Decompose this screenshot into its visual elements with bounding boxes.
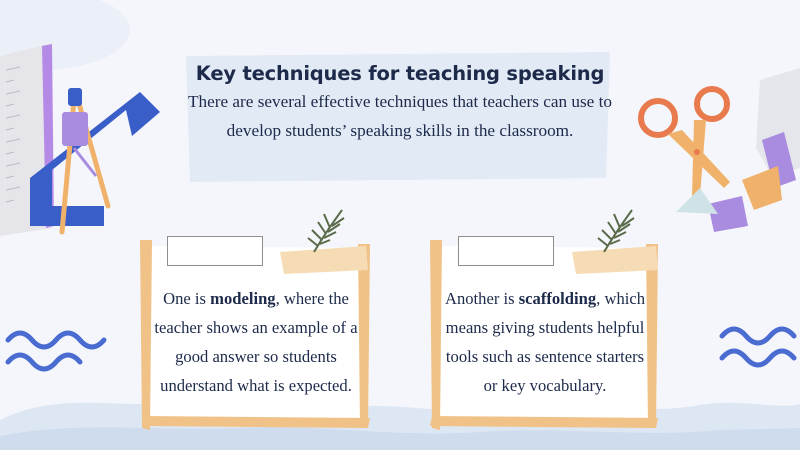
card-modeling [147, 254, 365, 418]
card-text [440, 284, 650, 400]
leaf-icon-2 [598, 210, 634, 252]
card-scaffolding [440, 254, 650, 418]
card-keyword: modeling [210, 289, 276, 308]
slide-title: Key techniques for teaching speaking [195, 62, 605, 85]
card-keyword: scaffolding [518, 289, 597, 308]
scissors-icon [641, 89, 730, 196]
wave-icon [8, 333, 104, 369]
title-block [180, 52, 620, 184]
intro-text: There are several effective techniques that teachers can use to develop students’ speaking skills in the classroom. [188, 92, 612, 140]
leaf-icon [308, 210, 344, 252]
card-text-suffix: , which means giving students helpful tools such as sentence starters or key vocabulary. [445, 289, 646, 395]
wave-icon-right [722, 329, 794, 365]
card-text-prefix: Another is [444, 289, 519, 308]
card-text-prefix: One is [163, 289, 211, 308]
card-text [147, 284, 365, 400]
card-text-suffix: , where the teacher shows an example of a good answer so students understand what is expected. [154, 289, 358, 395]
